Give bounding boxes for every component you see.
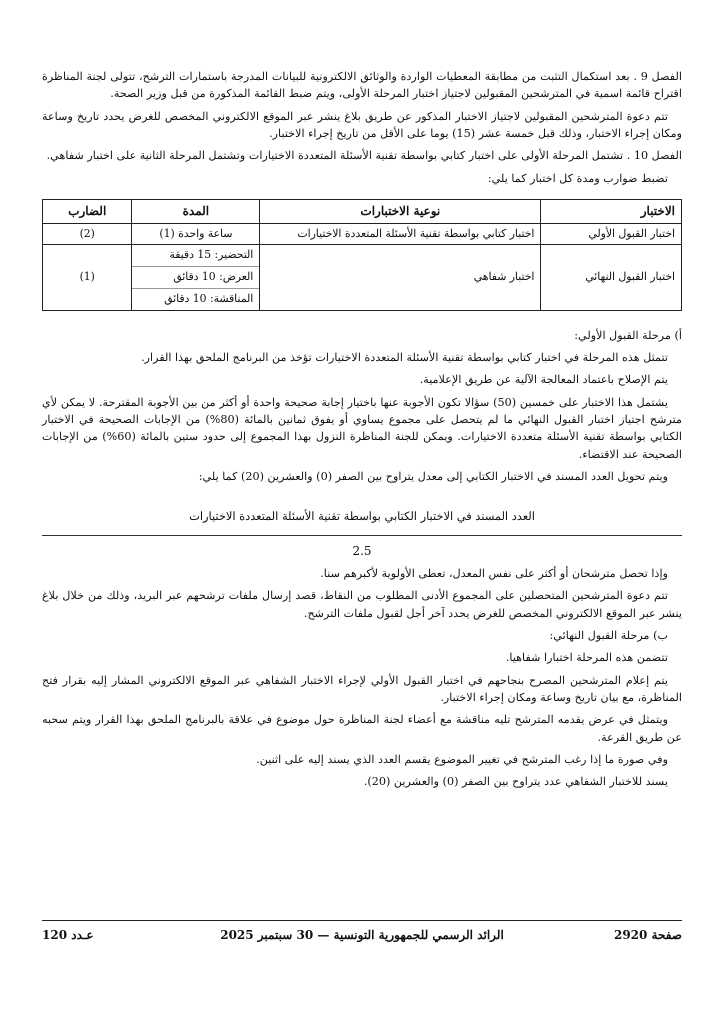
footer-divider <box>42 920 682 921</box>
exam-table <box>42 199 682 311</box>
section-a-heading: أ) مرحلة القبول الأولي: <box>574 328 682 342</box>
issue-number: عـدد 120 <box>42 928 94 942</box>
formula-divider <box>42 535 682 536</box>
paragraph-section-b-5: يسند للاختبار الشفاهي عدد يتراوح بين الصفر (0) والعشرين (20). <box>363 775 668 789</box>
paragraph-tie: وإذا تحصل مترشحان أو أكثر على نفس المعدل، تعطى الأولوية لأكبرهم سنا. <box>320 566 668 580</box>
cell-type: اختبار شفاهي <box>260 245 541 310</box>
cell-duration <box>132 245 260 310</box>
paragraph-section-a-1: تتمثل هذه المرحلة في اختبار كتابي بواسطة تقنية الأسئلة المتعددة الاختيارات تؤخذ من البرنامج الملحق بهذا القرار. <box>141 351 668 365</box>
paragraph-chapter-9: الفصل 9 . بعد استكمال التثبت من مطابقة المعطيات الواردة والوثائق الالكترونية للبيانات المدرجة باستمارات الترشح، تتولى لجنة المناظرة اقتراح قائمة اسمية في المترشحين المقبولين لاجتياز اختبار المرحلة الأولى، ويتم ضبط القائمة المذكورة من قبل وزير الصحة. <box>42 70 682 101</box>
paragraph-table-intro: تضبط ضوارب ومدة كل اختبار كما يلي: <box>487 171 668 185</box>
header-type: نوعية الاختبارات <box>260 200 541 224</box>
duration-presentation: العرض: 10 دقائق <box>132 267 259 289</box>
cell-exam: اختبار القبول الأولي <box>541 223 682 245</box>
paragraph-section-a-2: يتم الإصلاح باعتماد المعالجة الآلية عن طريق الإعلامية. <box>419 373 668 387</box>
duration-prep: التحضير: 15 دقيقة <box>132 245 259 267</box>
header-duration: المدة <box>132 200 260 224</box>
cell-type: اختبار كتابي بواسطة تقنية الأسئلة المتعددة الاختيارات <box>260 223 541 245</box>
paragraph-files: تتم دعوة المترشحين المتحصلين على المجموع الأدنى المطلوب من النقاط، قصد إرسال ملفات ترشحهم عبر البريد، وذلك من خلال بلاغ ينشر عبر الموقع الالكتروني المخصص للغرض يحدد آخر أجل لقبول ملفات الترشح. <box>42 589 682 620</box>
table-row <box>43 223 682 245</box>
cell-exam: اختبار القبول النهائي <box>541 245 682 310</box>
section-b-heading: ب) مرحلة القبول النهائي: <box>549 628 668 642</box>
table-row <box>43 245 682 310</box>
paragraph-section-b-4: وفي صورة ما إذا رغب المترشح في تغيير الموضوع يقسم العدد الذي يسند إليه على اثنين. <box>256 753 668 767</box>
formula-divisor: 2.5 <box>352 544 372 559</box>
cell-coefficient: (1) <box>43 245 132 310</box>
document-body <box>42 68 682 796</box>
journal-title: الرائد الرسمي للجمهورية التونسية — 30 سبتمبر 2025 <box>220 928 504 942</box>
cell-duration: ساعة واحدة (1) <box>132 223 260 245</box>
table-header-row <box>43 200 682 224</box>
header-coefficient: الضارب <box>43 200 132 224</box>
duration-discussion: المناقشة: 10 دقائق <box>164 291 254 305</box>
header-exam: الاختبار <box>541 200 682 224</box>
paragraph-section-b-2: يتم إعلام المترشحين المصرح بنجاحهم في اختبار القبول الأولي لإجراء الاختبار الشفاهي عبر الموقع الالكتروني المشار إليه بقرار فتح المناظرة، مع بيان تاريخ وساعة ومكان إجراء الاختبار. <box>42 673 682 704</box>
page-number: صفحة 2920 <box>613 928 682 942</box>
cell-coefficient: (2) <box>43 223 132 245</box>
paragraph-chapter-10: الفصل 10 . تشتمل المرحلة الأولى على اختبار كتابي بواسطة تقنية الأسئلة المتعددة الاختيارات وتشتمل المرحلة الثانية على اختبار شفاهي. <box>46 149 682 163</box>
paragraph-section-a-3: يشتمل هذا الاختبار على خمسين (50) سؤالا تكون الأجوبة عنها باختيار إجابة صحيحة واحدة أو أكثر من بين الأجوبة المقترحة. لا يمكن لأي مترشح اجتياز اختبار القبول النهائي ما لم يتحصل على مجموع يساوي أو يفوق ثمانين بالمائة (80%) من الإجابات الصحيحة في الاختبار الكتابي بواسطة تقنية الأسئلة متعددة الاختيارات. ويمكن للجنة المناظرة النزول بهذا المجموع إلى حدود ستين بالمائة (60%) من الإجابات الصحيحة عند الاقتضاء. <box>42 395 683 461</box>
paragraph-section-a-4: ويتم تحويل العدد المسند في الاختبار الكتابي إلى معدل يتراوح بين الصفر (0) والعشرين (20) كما يلي: <box>198 470 668 484</box>
paragraph-section-b-1: تتضمن هذه المرحلة اختبارا شفاهيا. <box>505 651 668 665</box>
paragraph-section-b-3: ويتمثل في عرض يقدمه المترشح تليه مناقشة مع أعضاء لجنة المناظرة حول موضوع في علاقة بالبرنامج الملحق بهذا القرار ويتم سحبه عن طريق القرعة. <box>42 713 682 744</box>
formula-numerator: العدد المسند في الاختبار الكتابي بواسطة تقنية الأسئلة المتعددة الاختيارات <box>189 508 535 523</box>
paragraph-invitation: تتم دعوة المترشحين المقبولين لاجتياز الاختبار المذكور عن طريق بلاغ ينشر عبر الموقع الالكتروني المخصص للغرض يحدد تاريخ وساعة ومكان إجراء الاختبار، وذلك قبل خمسة عشر (15) يوما على الأقل من تاريخ إجراء الاختبار. <box>42 109 682 141</box>
page-footer <box>42 926 682 948</box>
